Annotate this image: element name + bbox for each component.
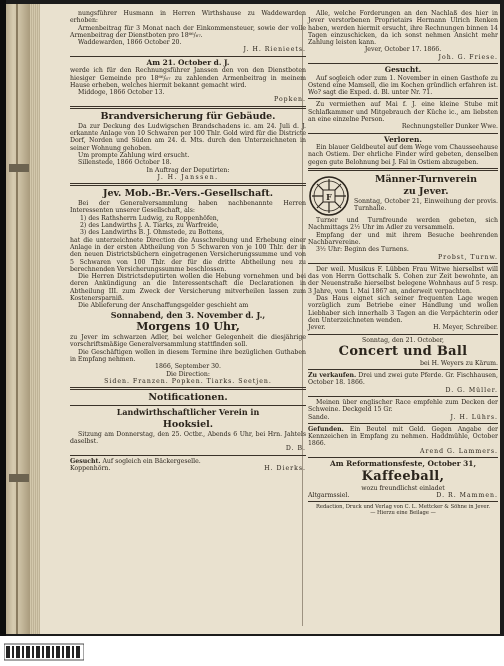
breed-text: Meinen über englischer Race empfehle zum Decken der Schweine. Deckgeld 15 Gr.	[308, 398, 498, 414]
notice-signature: Popken.	[274, 96, 306, 104]
divider	[70, 405, 306, 406]
ges-signature: H. Dierks.	[264, 464, 306, 472]
brand-text: Um prompte Zahlung wird ersucht.	[78, 151, 190, 159]
divider	[308, 457, 498, 458]
turnverein-text: Empfang der und mit ihrem Besuche beehrenden Nachbarvereine.	[308, 231, 498, 246]
concert-signature: bei H. Weyers zu Kärum.	[420, 359, 498, 367]
divider	[308, 369, 498, 370]
lv-heading: Landwirthschaftlicher Verein in	[116, 407, 260, 418]
left-column	[70, 10, 306, 472]
concert-heading: Concert und Ball	[338, 343, 468, 359]
rent-signature: Rechnungsteller Dunker Wwe.	[401, 123, 498, 131]
kaffeeball-heading: Kaffeeball,	[361, 468, 445, 484]
brand-text: Da zur Deckung des Ludwigschen Brandschadens ic. am 24. Juli d. J. erkannte Anlage von 10 Schwaren per 100 Thlr. Gold wird für die Districte Dorf, Norden und Süden am 24. d. Mts. durch den Unterzeichneten in seiner Wohnung gehoben.	[70, 122, 306, 152]
color-calibration-icon	[4, 642, 84, 662]
jev-list-item: 2) des Landwirths J. A. Tiarks, zu Warfreide,	[80, 222, 219, 230]
divider	[70, 183, 306, 186]
divider	[308, 133, 498, 134]
binding-spine	[16, 4, 18, 634]
notice-heading: Am 21. October d. J.	[146, 57, 230, 67]
ges2-heading: Gesucht.	[384, 65, 422, 75]
lv-heading-place: Hooksiel.	[162, 418, 214, 430]
divider	[308, 334, 498, 335]
turnverein-emblem-icon	[308, 175, 350, 217]
divider	[70, 455, 306, 456]
kaffeeball-signature: D. R. Mammen.	[436, 491, 498, 499]
book-binding	[6, 4, 30, 634]
kaffeeball-place: Altgarmssiel.	[308, 491, 350, 499]
ges-label: Gesucht.	[70, 457, 101, 465]
sale-text: Drei und zwei gute Pferde. Gr. Fischhausen, October 18. 1866.	[308, 372, 498, 387]
kaffeeball-text: wozu freundlichst einladet	[361, 484, 445, 492]
lv-signature: D. B.	[285, 445, 306, 453]
brand-signature: J. H. Janssen.	[157, 173, 219, 181]
divider	[308, 423, 498, 424]
jev-list-item: 1) des Rathsherrn Ludwig, zu Roppenhöfen,	[80, 214, 219, 222]
lease-text: Das Haus eignet sich seiner frequenten Lage wegen vorzüglich zum Betriebe einer Handlung und wollen Liebhaber sich innerhalb 3 Tagen an die Verpächterin oder den Unterzeichneten wenden.	[308, 295, 498, 324]
rent-text: Zu vermiethen auf Mai f. J. eine kleine Stube mit Schlafkammer und Mitgebrauch der Küche ic., am liebsten an eine einzelne Person.	[308, 101, 498, 124]
notice-date: Middoge, 1866 October 13.	[78, 89, 165, 97]
turnverein-signature: Probst, Turnw.	[438, 253, 498, 261]
svg-text:F: F	[326, 192, 332, 203]
jev-text: Bei der Generalversammlung haben nachbenannte Herren Interessenten unserer Gesellschaft, als:	[70, 200, 306, 215]
turnverein-text: 3½ Uhr: Beginn des Turnens.	[316, 246, 409, 254]
jev-text: zu Jever im schwarzen Adler, bei welcher Gelegenheit die diesjährige vorschriftsmäßige Generalversammlung stattfinden soll.	[70, 334, 306, 349]
turnverein-text: Turner und Turnfreunde werden gebeten, sich Nachmittags 2½ Uhr im Adler zu versammeln.	[308, 217, 498, 232]
divider	[70, 106, 306, 109]
ges2-text: Auf sogleich oder zum 1. November in einen Gasthofe zu Ostend eine Mamsell, die im Kochen gründlich erfahren ist. Wo? sagt die Exped. d. Bl. unter Nr. 71.	[308, 74, 498, 97]
jev-text: hat die unterzeichnete Direction die Ausschreibung und Erhebung einer Anlage in der ersten Abtheilung von 5 Schwaren von je 100 Thlr. der in den neuen Districtsbüchern eingetragenen Versicherungssumme und von 5 Schwaren von 100 Thlr. der für die dritte Abtheilung neu zu berechnenden Versicherungssumme beschlossen.	[70, 236, 306, 273]
jev-direction: Die Direction:	[166, 370, 210, 378]
notice-signature: Joh. G. Friese.	[438, 53, 498, 61]
sale-signature: D. G. Müller.	[445, 386, 498, 394]
divider	[308, 168, 498, 171]
kaffeeball-pre: Am Reformationsfeste, October 31,	[329, 459, 477, 469]
binding-mark	[9, 474, 29, 482]
brand-authority: In Auftrag der Deputirten:	[146, 166, 230, 174]
jev-text: Die Geschäftigen wollen in diesem Termine ihre bezüglichen Guthaben in Empfang nehmen.	[70, 348, 306, 363]
divider	[308, 501, 498, 502]
imprint: Redaction, Druck und Verlag von C. L. Mettcker & Söhne in Jever.	[315, 504, 491, 511]
notice-text: nungsführer Husmann in Herren Wirthshause zu Waddewarden erhoben:	[70, 10, 306, 25]
divider	[70, 387, 306, 390]
jev-date: 1866, September 30.	[155, 363, 221, 371]
newspaper-page	[40, 4, 500, 634]
breed-signature: J. H. Lührs.	[450, 413, 498, 421]
notice-date: Waddewarden, 1866 October 20.	[78, 39, 182, 47]
notice-signature: J. H. Rienieets.	[243, 46, 306, 54]
lease-signature: H. Meyer, Schreiber.	[433, 324, 498, 332]
jev-text: Die Ablieferung der Anschaffungsgelder geschieht am	[78, 302, 249, 310]
divider	[70, 56, 306, 57]
divider	[308, 98, 498, 99]
concert-pre: Sonntag, den 21. October,	[361, 336, 444, 344]
lv-text: Sitzung am Donnerstag, den 25. Octbr., Abends 6 Uhr, bei Hrn. Jahtels daselbst.	[70, 430, 306, 445]
binding-mark	[9, 164, 29, 172]
lease-text: Der weil. Musikus F. Lübben Frau Witwe hierselbst will das von Herrn Gottschalk S. Cohen zur Zeit bewohnte, an der Neuenstraße hierselbst belegene Wohnhaus auf 5 resp. 3 Jahre, vom 1. Mai 1867 an, anderweit verpachten.	[308, 265, 498, 295]
jev-date-big: Sonnabend, den 3. November d. J.,	[110, 309, 266, 320]
found-label: Gefunden.	[308, 425, 344, 433]
divider	[308, 396, 498, 397]
divider	[308, 63, 498, 64]
found-text: Ein Beutel mit Geld. Gegen Angabe der Kennzeichen in Empfang zu nehmen. Haddmühle, October 1866.	[308, 425, 499, 448]
right-column	[308, 10, 498, 516]
brand-heading: Brandversicherung für Gebäude.	[100, 110, 276, 122]
supplement-note: — Hierzu eine Beilage —	[370, 510, 436, 517]
lost-heading: Verloren.	[384, 134, 422, 144]
sale-label: Zu verkaufen.	[308, 372, 357, 380]
jev-heading: Jev. Mob.-Br.-Vers.-Gesellschaft.	[102, 188, 274, 200]
jev-list-item: 3) des Landwirths B. J. Ohmstede, zu Bottens,	[80, 229, 225, 237]
jev-time-big: Morgens 10 Uhr,	[136, 320, 240, 334]
notice-text: Alle, welche Forderungen an den Nachlaß des hier in Jever verstorbenen Proprietairs Hermann Ulrich Renken haben, werden hiermit ersucht, ihre Rechnungen binnen 14 Tagen einzuschicken, da ich sonst nehmen Ansicht mehr Zahlung leisten kann.	[308, 10, 498, 47]
lease-place: Jever.	[308, 324, 326, 332]
notifications-heading: Notificationen.	[148, 392, 228, 404]
notice-text: Armenbeitrag für 3 Monat nach der Einkommensteuer, sowie der volle Armenbeitrag der Dienstboten pro 18⁶⁶/₆₇.	[70, 24, 306, 39]
divider	[308, 263, 498, 264]
found-signature: Arend G. Lammers.	[420, 447, 498, 455]
turnverein-place: zu Jever.	[403, 186, 449, 198]
page-stack-edge	[30, 4, 40, 634]
notice-date: Jever, October 17. 1866.	[364, 46, 442, 54]
turnverein-text: Sonntag, October 21, Einweihung der provis. Turnhalle.	[354, 198, 498, 213]
breed-place: Sande.	[308, 413, 330, 421]
brand-date: Sillenstede, 1866 October 18.	[78, 159, 172, 167]
jev-text: Die Herren Districtsdeputirten wollen die Hebung vornehmen und bei deren Ankündigung an die Interessentschaft die Declarationen in Abtheilung III. zum Zweck der Versicherung mitverheilen lassen zum Kostenersparniß.	[70, 273, 306, 302]
lost-text: Ein blauer Geldbeutel auf dem Wege vom Chausseehause nach Ostiem. Der ehrliche Finder wird gebeten, denselben gegen gute Belohnung bei J. Fal in Ostiem abzugeben.	[308, 144, 498, 166]
turnverein-heading: Männer-Turnverein	[374, 174, 478, 186]
ges-text: Auf sogleich ein Bäckergeselle.	[102, 457, 201, 465]
turnverein-block	[308, 173, 498, 217]
jev-names: Siden. Franzen. Popken. Tiarks. Seetjen.	[104, 377, 272, 385]
ges-place: Koppenhörn.	[70, 464, 111, 472]
notice-text: werde ich für den Rechnungsführer Janssen den von den Dienstboten hiesiger Gemeinde pro 18⁶⁶/₆₇ zu zahlenden Armenbeitrag in meinem Hause erheben, welches hiermit bekannt gemacht wird.	[70, 67, 306, 89]
